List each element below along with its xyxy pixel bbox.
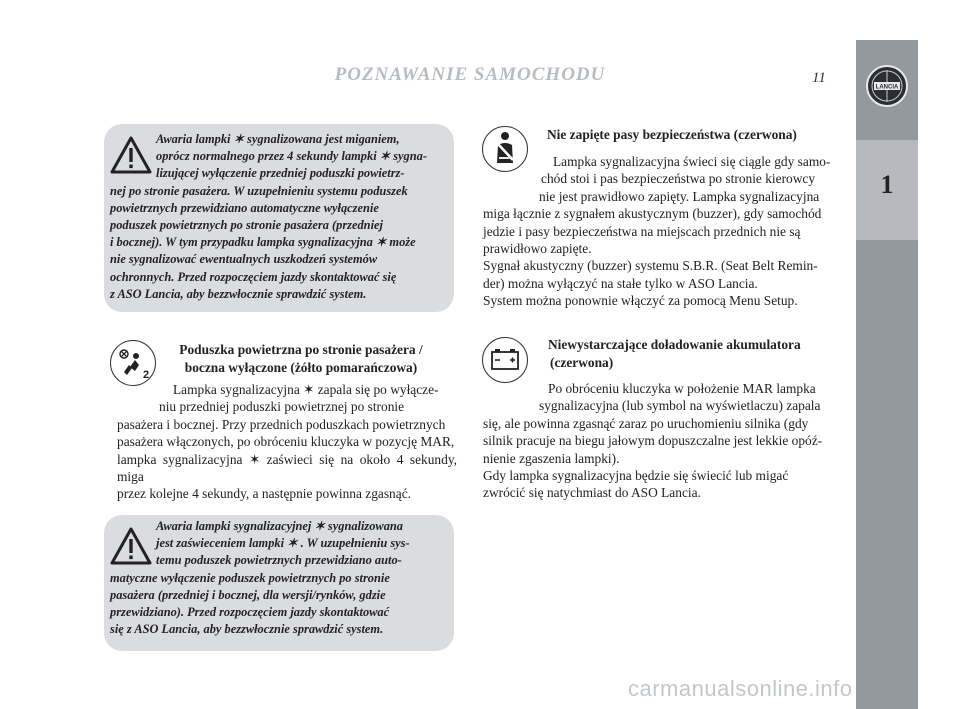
battery-charge-icon	[482, 337, 528, 383]
svg-text:LANCIA: LANCIA	[875, 84, 899, 91]
svg-text:2: 2	[143, 369, 150, 381]
airbag-section-title: Poduszka powietrzna po stronie pasażera / boczna wyłączone (żółto pomarańczowa)	[179, 342, 423, 375]
lancia-logo-icon	[865, 64, 909, 108]
airbag-section-text: Lampka sygnalizacyjna ✶ zapala się po wyłącze- niu przedniej poduszki powietrznej po stronie pasażera i bocznej. Przy przednich poduszkach powietrznych pasażera włączonych, po obróceniu kluczyka w pozycję MAR, lampka sygnalizacyjna ✶ zaświeci się na około 4 sekundy, miga przez kolejne 4 sekundy, a następnie powinna zgasnąć.	[117, 382, 457, 502]
passenger-airbag-off-icon	[110, 340, 156, 386]
warning-2-text: Awaria lampki sygnalizacyjnej ✶ sygnalizowana jest zaświeceniem lampki ✶ . W uzupełnieniu sys- temu poduszek powietrznych przewidziano auto- matyczne wyłączenie poduszek powietrznych po stronie pasażera (przedniej i bocznej, dla wersji/rynków, gdzie przewidziano). Przed rozpoczęciem jazdy skontaktować się z ASO Lancia, aby bezzwłocznie sprawdzić system.	[110, 519, 410, 637]
battery-section-title: Niewystarczające doładowanie akumulatora (czerwona)	[548, 337, 801, 370]
warning-1-text: Awaria lampki ✶ sygnalizowana jest miganiem, oprócz normalnego przez 4 sekundy lampki ✶ sygna- lizującej wyłączenie przedniej poduszki powietrz- nej po stronie pasażera. W uzupełnieniu systemu poduszek powietrznych przewidziano automatyczne wyłączenie poduszek powietrznych po stronie pasażera (przedniej i bocznej). W tym przypadku lampka sygnalizacyjna ✶ może nie sygnalizować ewentualnych uszkodzeń systemów ochronnych. Przed rozpoczęciem jazdy skontaktować się z ASO Lancia, aby bezzwłocznie sprawdzić system.	[110, 132, 427, 301]
battery-section-text: Po obróceniu kluczyka w położenie MAR lampka sygnalizacyjna (lub symbol na wyświetlaczu) zapala się, ale powinna zgasnąć zaraz po uruchomieniu silnika (gdy silnik pracuje na biegu jałowym dopuszczalne jest lekkie opóź- nienie zgaszenia lampki). Gdy lampka sygnalizacyjna będzie się świecić lub migać zwrócić się natychmiast do ASO Lancia.	[483, 381, 823, 501]
chapter-side-tab	[856, 40, 918, 709]
seatbelt-section-title: Nie zapięte pasy bezpieczeństwa (czerwona)	[547, 127, 797, 142]
page-header-title: POZNAWANIE SAMOCHODU	[334, 64, 606, 85]
seatbelt-section-text: Lampka sygnalizacyjna świeci się ciągle gdy samo- chód stoi i pas bezpieczeństwa po stronie kierowcy nie jest prawidłowo zapięty. Lampka sygnalizacyjna miga łącznie z sygnałem akustycznym (buzzer), gdy samochód jedzie i pasy bezpieczeństwa na miejscach przednich nie są prawidłowo zapięte. Sygnał akustyczny (buzzer) systemu S.B.R. (Seat Belt Remin- der) można wyłączyć na stałe tylko w ASO Lancia. System można ponownie włączyć za pomocą Menu Setup.	[483, 154, 831, 309]
chapter-number: 1	[880, 170, 894, 199]
site-watermark: carmanualsonline.info	[628, 676, 853, 701]
page-number: 11	[812, 70, 826, 86]
